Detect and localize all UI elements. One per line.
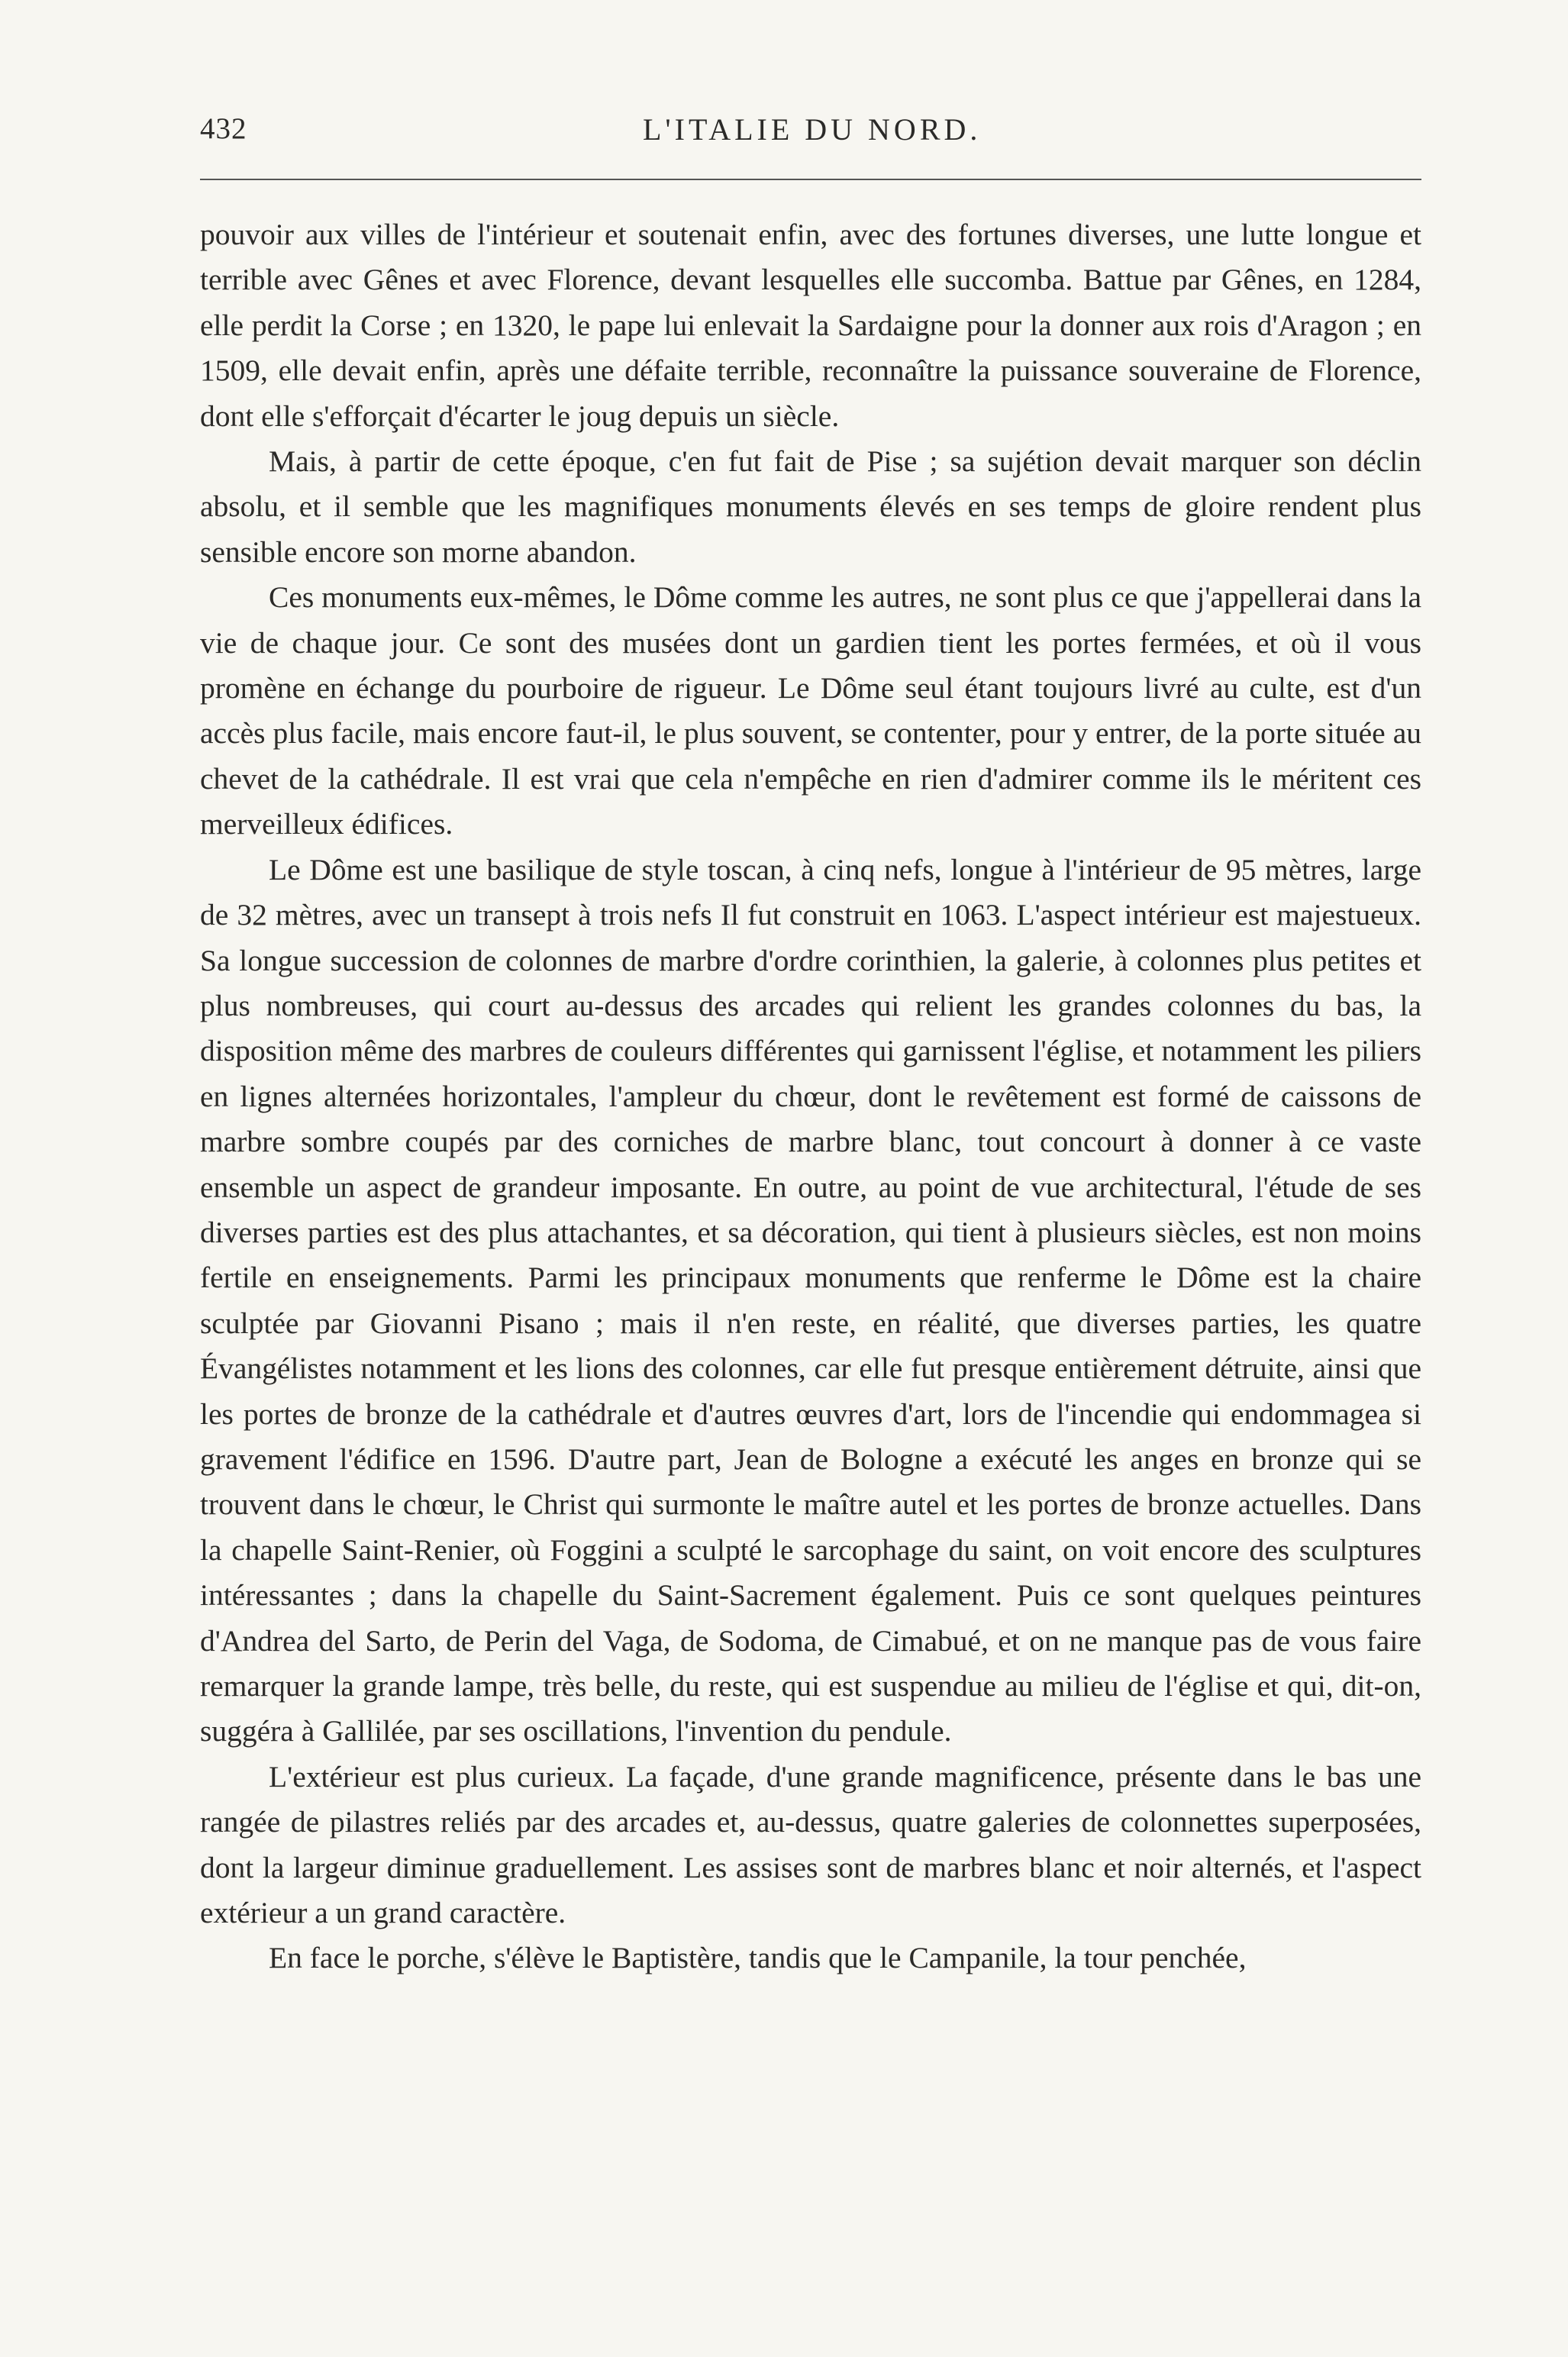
- body-text: [200, 212, 1421, 1981]
- header-rule: [200, 179, 1421, 180]
- paragraph: pouvoir aux villes de l'intérieur et soutenait enfin, avec des fortunes diverses, une lutte longue et terrible avec Gênes et avec Florence, devant lesquelles elle succomba. Battue par Gênes, en 1284, elle perdit la Corse ; en 1320, le pape lui enlevait la Sardaigne pour la donner aux rois d'Aragon ; en 1509, elle devait enfin, après une défaite terrible, reconnaître la puissance souveraine de Florence, dont elle s'efforçait d'écarter le joug depuis un siècle.: [200, 218, 1421, 433]
- paragraph: Mais, à partir de cette époque, c'en fut fait de Pise ; sa sujétion devait marquer son déclin absolu, et il semble que les magnifiques monuments élevés en ses temps de gloire rendent plus sensible encore son morne abandon.: [200, 444, 1421, 569]
- page-number: 432: [200, 112, 247, 145]
- running-title: L'ITALIE DU NORD.: [643, 112, 982, 147]
- paragraph: L'extérieur est plus curieux. La façade, d'une grande magnificence, présente dans le bas une rangée de pilastres reliés par des arcades et, au-dessus, quatre galeries de colonnettes superposées, dont la largeur diminue graduellement. Les assises sont de marbres blanc et noir alternés, et l'aspect extérieur a un grand caractère.: [200, 1759, 1421, 1930]
- running-head: [200, 111, 1421, 157]
- paragraph: Ces monuments eux-mêmes, le Dôme comme les autres, ne sont plus ce que j'appellerai dans la vie de chaque jour. Ce sont des musées dont un gardien tient les portes fermées, et où il vous promène en échange du pourboire de rigueur. Le Dôme seul étant toujours livré au culte, est d'un accès plus facile, mais encore faut-il, le plus souvent, se contenter, pour y entrer, de la porte située au chevet de la cathédrale. Il est vrai que cela n'empêche en rien d'admirer comme ils le méritent ces merveilleux édifices.: [200, 580, 1421, 841]
- paragraph: En face le porche, s'élève le Baptistère, tandis que le Campanile, la tour penchée,: [269, 1941, 1247, 1975]
- paragraph: Le Dôme est une basilique de style toscan, à cinq nefs, longue à l'intérieur de 95 mètres, large de 32 mètres, avec un transept à trois nefs Il fut construit en 1063. L'aspect intérieur est majestueux. Sa longue succession de colonnes de marbre d'ordre corinthien, la galerie, à colonnes plus petites et plus nombreuses, qui court au-dessus des arcades qui relient les grandes colonnes du bas, la disposition même des marbres de couleurs différentes qui garnissent l'église, et notamment les piliers en lignes alternées horizontales, l'ampleur du chœur, dont le revêtement est formé de caissons de marbre sombre coupés par des corniches de marbre blanc, tout concourt à donner à ce vaste ensemble un aspect de grandeur imposante. En outre, au point de vue architectural, l'étude de ses diverses parties est des plus attachantes, et sa décoration, qui tient à plusieurs siècles, est non moins fertile en enseignements. Parmi les principaux monuments que renferme le Dôme est la chaire sculptée par Giovanni Pisano ; mais il n'en reste, en réalité, que diverses parties, les quatre Évangélistes notamment et les lions des colonnes, car elle fut presque entièrement détruite, ainsi que les portes de bronze de la cathédrale et d'autres œuvres d'art, lors de l'incendie qui endommagea si gravement l'édifice en 1596. D'autre part, Jean de Bologne a exécuté les anges en bronze qui se trouvent dans le chœur, le Christ qui surmonte le maître autel et les portes de bronze actuelles. Dans la chapelle Saint-Renier, où Foggini a sculpté le sarcophage du saint, on voit encore des sculptures intéressantes ; dans la chapelle du Saint-Sacrement également. Puis ce sont quelques peintures d'Andrea del Sarto, de Perin del Vaga, de Sodoma, de Cimabué, et on ne manque pas de vous faire remarquer la grande lampe, très belle, du reste, qui est suspendue au milieu de l'église et qui, dit-on, suggéra à Gallilée, par ses oscillations, l'invention du pendule.: [200, 852, 1421, 1748]
